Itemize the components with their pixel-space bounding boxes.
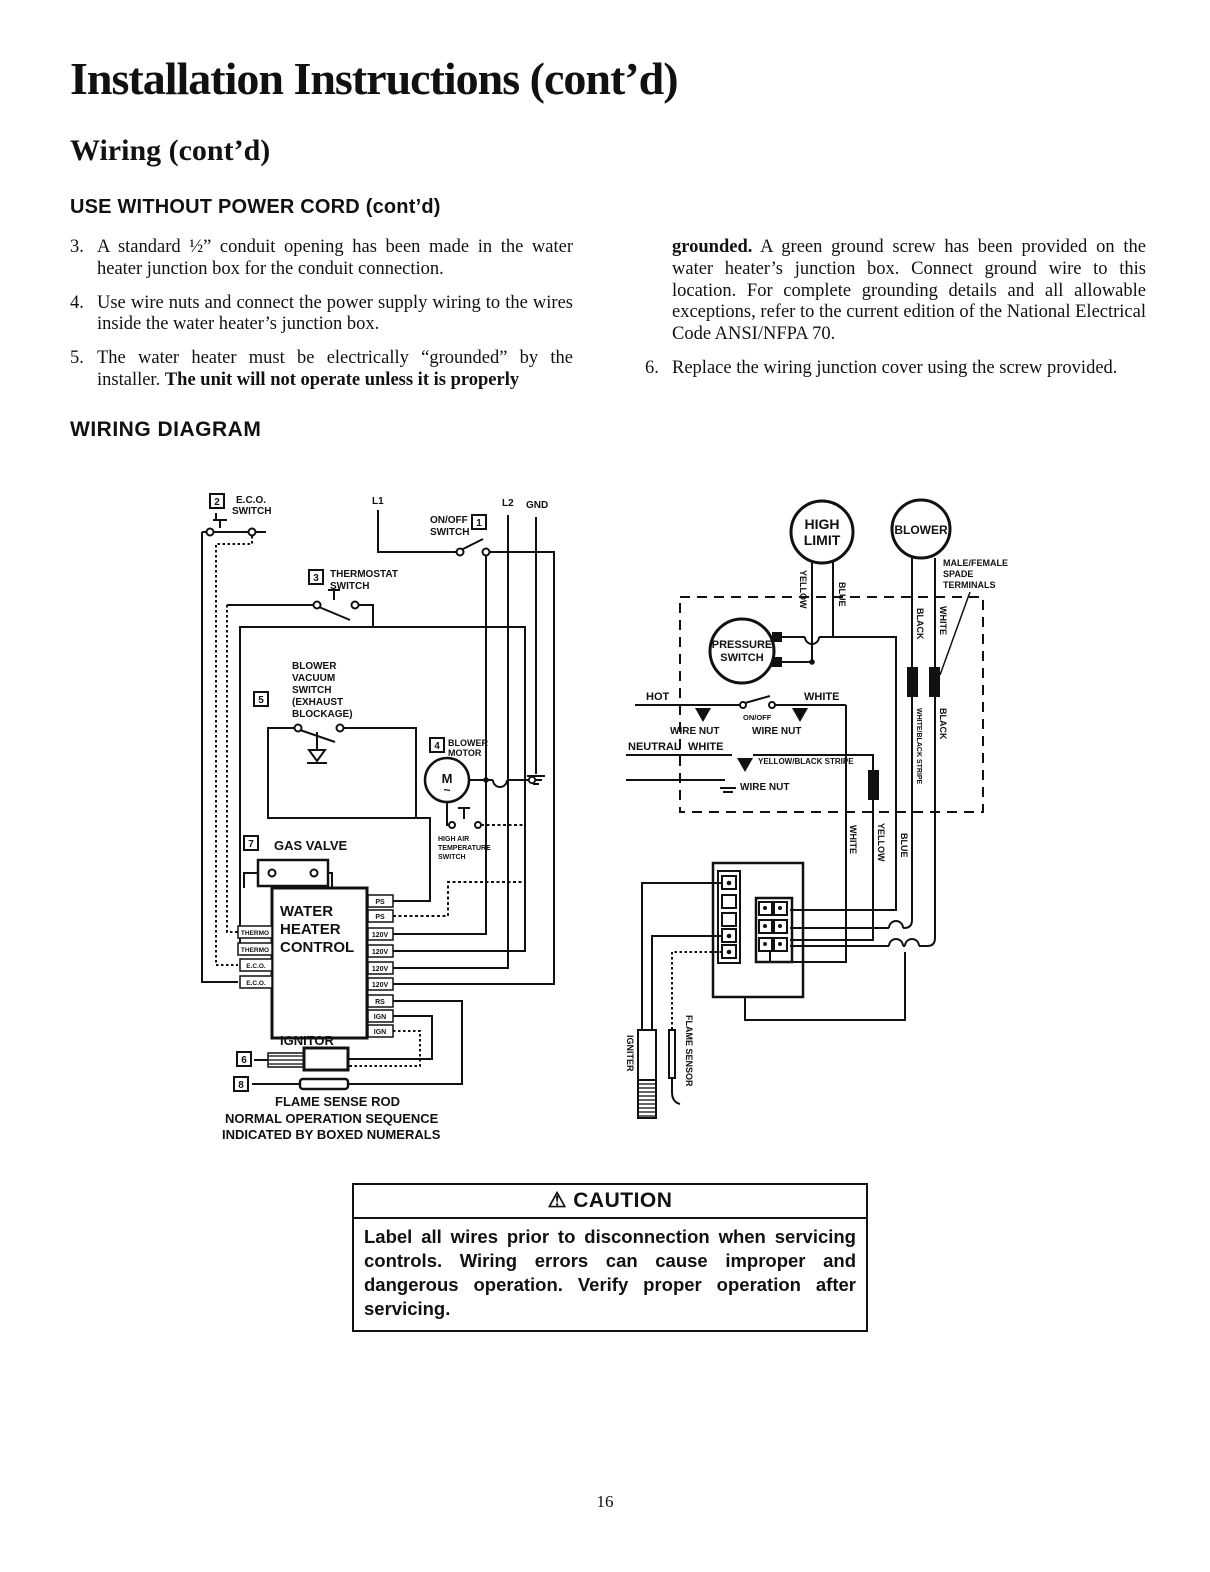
caution-box: [352, 1183, 868, 1332]
motor-tilde: ~: [443, 783, 451, 797]
neutral-label: NEUTRAL: [628, 741, 681, 753]
igniter-label: IGNITER: [625, 1035, 635, 1072]
item-text: [97, 348, 573, 392]
wire-nut-label: WIRE NUT: [752, 726, 802, 737]
item-text: [672, 237, 1146, 346]
flame-sense-rod-label: FLAME SENSE ROD: [275, 1094, 400, 1109]
list-item: [70, 237, 573, 281]
high-air-temp-switch-symbol: [449, 822, 481, 828]
wire-color-black: BLACK: [915, 608, 925, 640]
l1-label: L1: [372, 496, 384, 507]
wire-color-black: BLACK: [938, 708, 948, 740]
ignitor-label: IGNITOR: [280, 1033, 334, 1048]
right-diagram-labels: [625, 516, 1008, 1087]
flame-sensor-label: FLAME SENSOR: [684, 1015, 694, 1087]
high-air-temp-label: SWITCH: [438, 854, 466, 861]
blower-label: BLOWER: [894, 523, 948, 537]
numeral-5: 5: [258, 695, 264, 706]
onoff-switch-label: ON/OFF: [430, 515, 468, 526]
numeral-3: 3: [313, 573, 319, 584]
eco-switch-label: E.C.O.: [236, 495, 267, 506]
thermostat-label: THERMOSTAT: [330, 569, 398, 580]
item-text: A standard ½” conduit opening has been made in the water heater junction box for the conduit connection.: [97, 237, 573, 279]
gas-valve-symbol: [258, 860, 328, 886]
item-number: 6.: [645, 358, 659, 379]
item-text: Replace the wiring junction cover using the screw provided.: [672, 358, 1118, 379]
instructions-left-column: [70, 237, 573, 404]
wire-color-white: WHITE: [848, 825, 858, 854]
control-label: CONTROL: [280, 939, 355, 956]
wire-color-white-black-stripe: WHITE/BLACK STRIPE: [915, 708, 922, 785]
instructions-right-column: [645, 237, 1146, 392]
vacuum-switch-symbol: [295, 725, 344, 764]
spade-terminals-label: MALE/FEMALE: [943, 558, 1008, 568]
terminal-ps: PS: [375, 914, 385, 921]
pressure-switch-label: PRESSURE: [711, 639, 773, 651]
vacuum-switch-label: SWITCH: [292, 685, 332, 696]
gas-valve-label: GAS VALVE: [274, 838, 348, 853]
gnd-label: GND: [526, 500, 549, 511]
motor-m: M: [441, 771, 453, 786]
list-item: [645, 358, 1146, 380]
section-title-wiring: Wiring (cont’d): [70, 134, 271, 167]
terminal-ps: PS: [375, 899, 385, 906]
blower-motor-label: MOTOR: [448, 748, 482, 758]
vacuum-switch-label: VACUUM: [292, 673, 336, 684]
item-text-bold: The unit will not operate unless it is properly: [164, 370, 520, 391]
wire-nut-label: WIRE NUT: [670, 726, 720, 737]
spade-terminals-label: TERMINALS: [943, 580, 996, 590]
terminal-rs: RS: [375, 999, 385, 1006]
page-number: 16: [596, 1492, 614, 1511]
warning-icon: ⚠: [547, 1189, 567, 1212]
wire-color-blue: BLUE: [837, 582, 847, 607]
control-label: WATER: [280, 903, 334, 920]
subsection-heading: USE WITHOUT POWER CORD (cont’d): [70, 196, 441, 218]
pressure-switch-label: SWITCH: [720, 652, 764, 664]
wire-color-white: WHITE: [938, 606, 948, 635]
wire-color-blue: BLUE: [899, 833, 909, 858]
high-limit-label: LIMIT: [803, 532, 841, 548]
vacuum-switch-label: (EXHAUST: [292, 697, 344, 708]
igniter-symbol: [638, 1030, 656, 1118]
item-number: 5.: [70, 348, 84, 369]
list-item: [70, 348, 573, 392]
terminal-eco: E.C.O.: [246, 963, 266, 970]
terminal-thermo: THERMO: [240, 930, 270, 937]
caution-title: CAUTION: [573, 1189, 673, 1212]
list-item: [70, 293, 573, 337]
ignitor-symbol: [268, 1048, 348, 1070]
terminal-ign: IGN: [373, 1029, 387, 1036]
spade-terminals-label: SPADE: [943, 569, 974, 579]
list-item: [645, 237, 1146, 346]
terminal-ign: IGN: [373, 1014, 387, 1021]
caution-header: [354, 1185, 866, 1219]
eco-switch-label: SWITCH: [232, 506, 272, 517]
high-limit-label: HIGH: [804, 516, 840, 532]
terminal-eco: E.C.O.: [246, 980, 266, 987]
yellow-black-stripe-label: YELLOW/BLACK STRIPE: [758, 757, 854, 766]
onoff-switch-label: SWITCH: [430, 527, 470, 538]
terminal-120v: 120V: [371, 932, 389, 939]
numeral-6: 6: [241, 1055, 247, 1066]
wire-color-yellow: YELLOW: [876, 823, 886, 862]
right-diagram-wires: [626, 558, 970, 1104]
vacuum-switch-label: BLOWER: [292, 661, 337, 672]
onoff-label: ON/OFF: [743, 713, 772, 722]
white-label: WHITE: [804, 691, 840, 703]
wire-nut-label: WIRE NUT: [740, 782, 790, 793]
vacuum-switch-label: BLOCKAGE): [292, 709, 353, 720]
page-title: Installation Instructions (cont’d): [70, 53, 678, 104]
numeral-4: 4: [434, 741, 440, 752]
blower-motor-label: BLOWER: [448, 738, 488, 748]
sequence-note: INDICATED BY BOXED NUMERALS: [222, 1127, 441, 1142]
hot-label: HOT: [646, 691, 670, 703]
terminal-120v: 120V: [371, 966, 389, 973]
sequence-note: NORMAL OPERATION SEQUENCE: [225, 1111, 439, 1126]
numeral-1: 1: [476, 518, 482, 529]
high-air-temp-label: HIGH AIR: [438, 836, 470, 843]
wiring-diagram-heading: WIRING DIAGRAM: [70, 418, 262, 441]
wire-junction-node: [809, 659, 815, 665]
item-text-normal: A green ground screw has been provided on the water heater’s junction box. Connect ground wire to this location. For complete grounding details and all allowable exceptions, refer to the current edition of the National Electrical Code ANSI/NFPA 70.: [672, 237, 1146, 345]
wire-color-yellow: YELLOW: [798, 570, 808, 609]
high-air-temp-label: TEMPERATURE: [438, 845, 491, 852]
caution-text: Label all wires prior to disconnection when servicing controls. Wiring errors can cause improper and dangerous operation. Verify proper operation after servicing.: [364, 1226, 856, 1320]
hot-onoff-switch-symbol: [740, 702, 775, 708]
terminal-120v: 120V: [371, 949, 389, 956]
item-number: [645, 237, 672, 346]
item-text: Use wire nuts and connect the power supply wiring to the wires inside the water heater’s junction box.: [97, 292, 573, 335]
numeral-2: 2: [214, 497, 220, 508]
item-number: 4.: [70, 292, 84, 313]
thermostat-label: SWITCH: [330, 581, 370, 592]
onoff-switch-symbol: [457, 549, 490, 556]
item-text-bold: grounded.: [672, 237, 753, 257]
flame-sense-rod-symbol: [300, 1079, 348, 1089]
connector-block: [713, 863, 803, 997]
terminal-thermo: THERMO: [240, 947, 270, 954]
flame-sensor-symbol: [669, 1030, 675, 1078]
item-text-normal: The water heater must be electrically “grounded” by the installer.: [97, 348, 573, 391]
control-label: HEATER: [280, 921, 341, 938]
pressure-switch-symbol: [710, 619, 774, 683]
terminal-120v: 120V: [371, 982, 389, 989]
l2-label: L2: [502, 498, 514, 509]
spade-terminal: [868, 667, 940, 800]
numeral-8: 8: [238, 1080, 244, 1091]
item-number: 3.: [70, 237, 84, 257]
numeral-7: 7: [248, 839, 254, 850]
white-label: WHITE: [688, 741, 724, 753]
wiring-diagram: [180, 470, 1030, 1170]
thermostat-switch-symbol: [314, 602, 359, 609]
